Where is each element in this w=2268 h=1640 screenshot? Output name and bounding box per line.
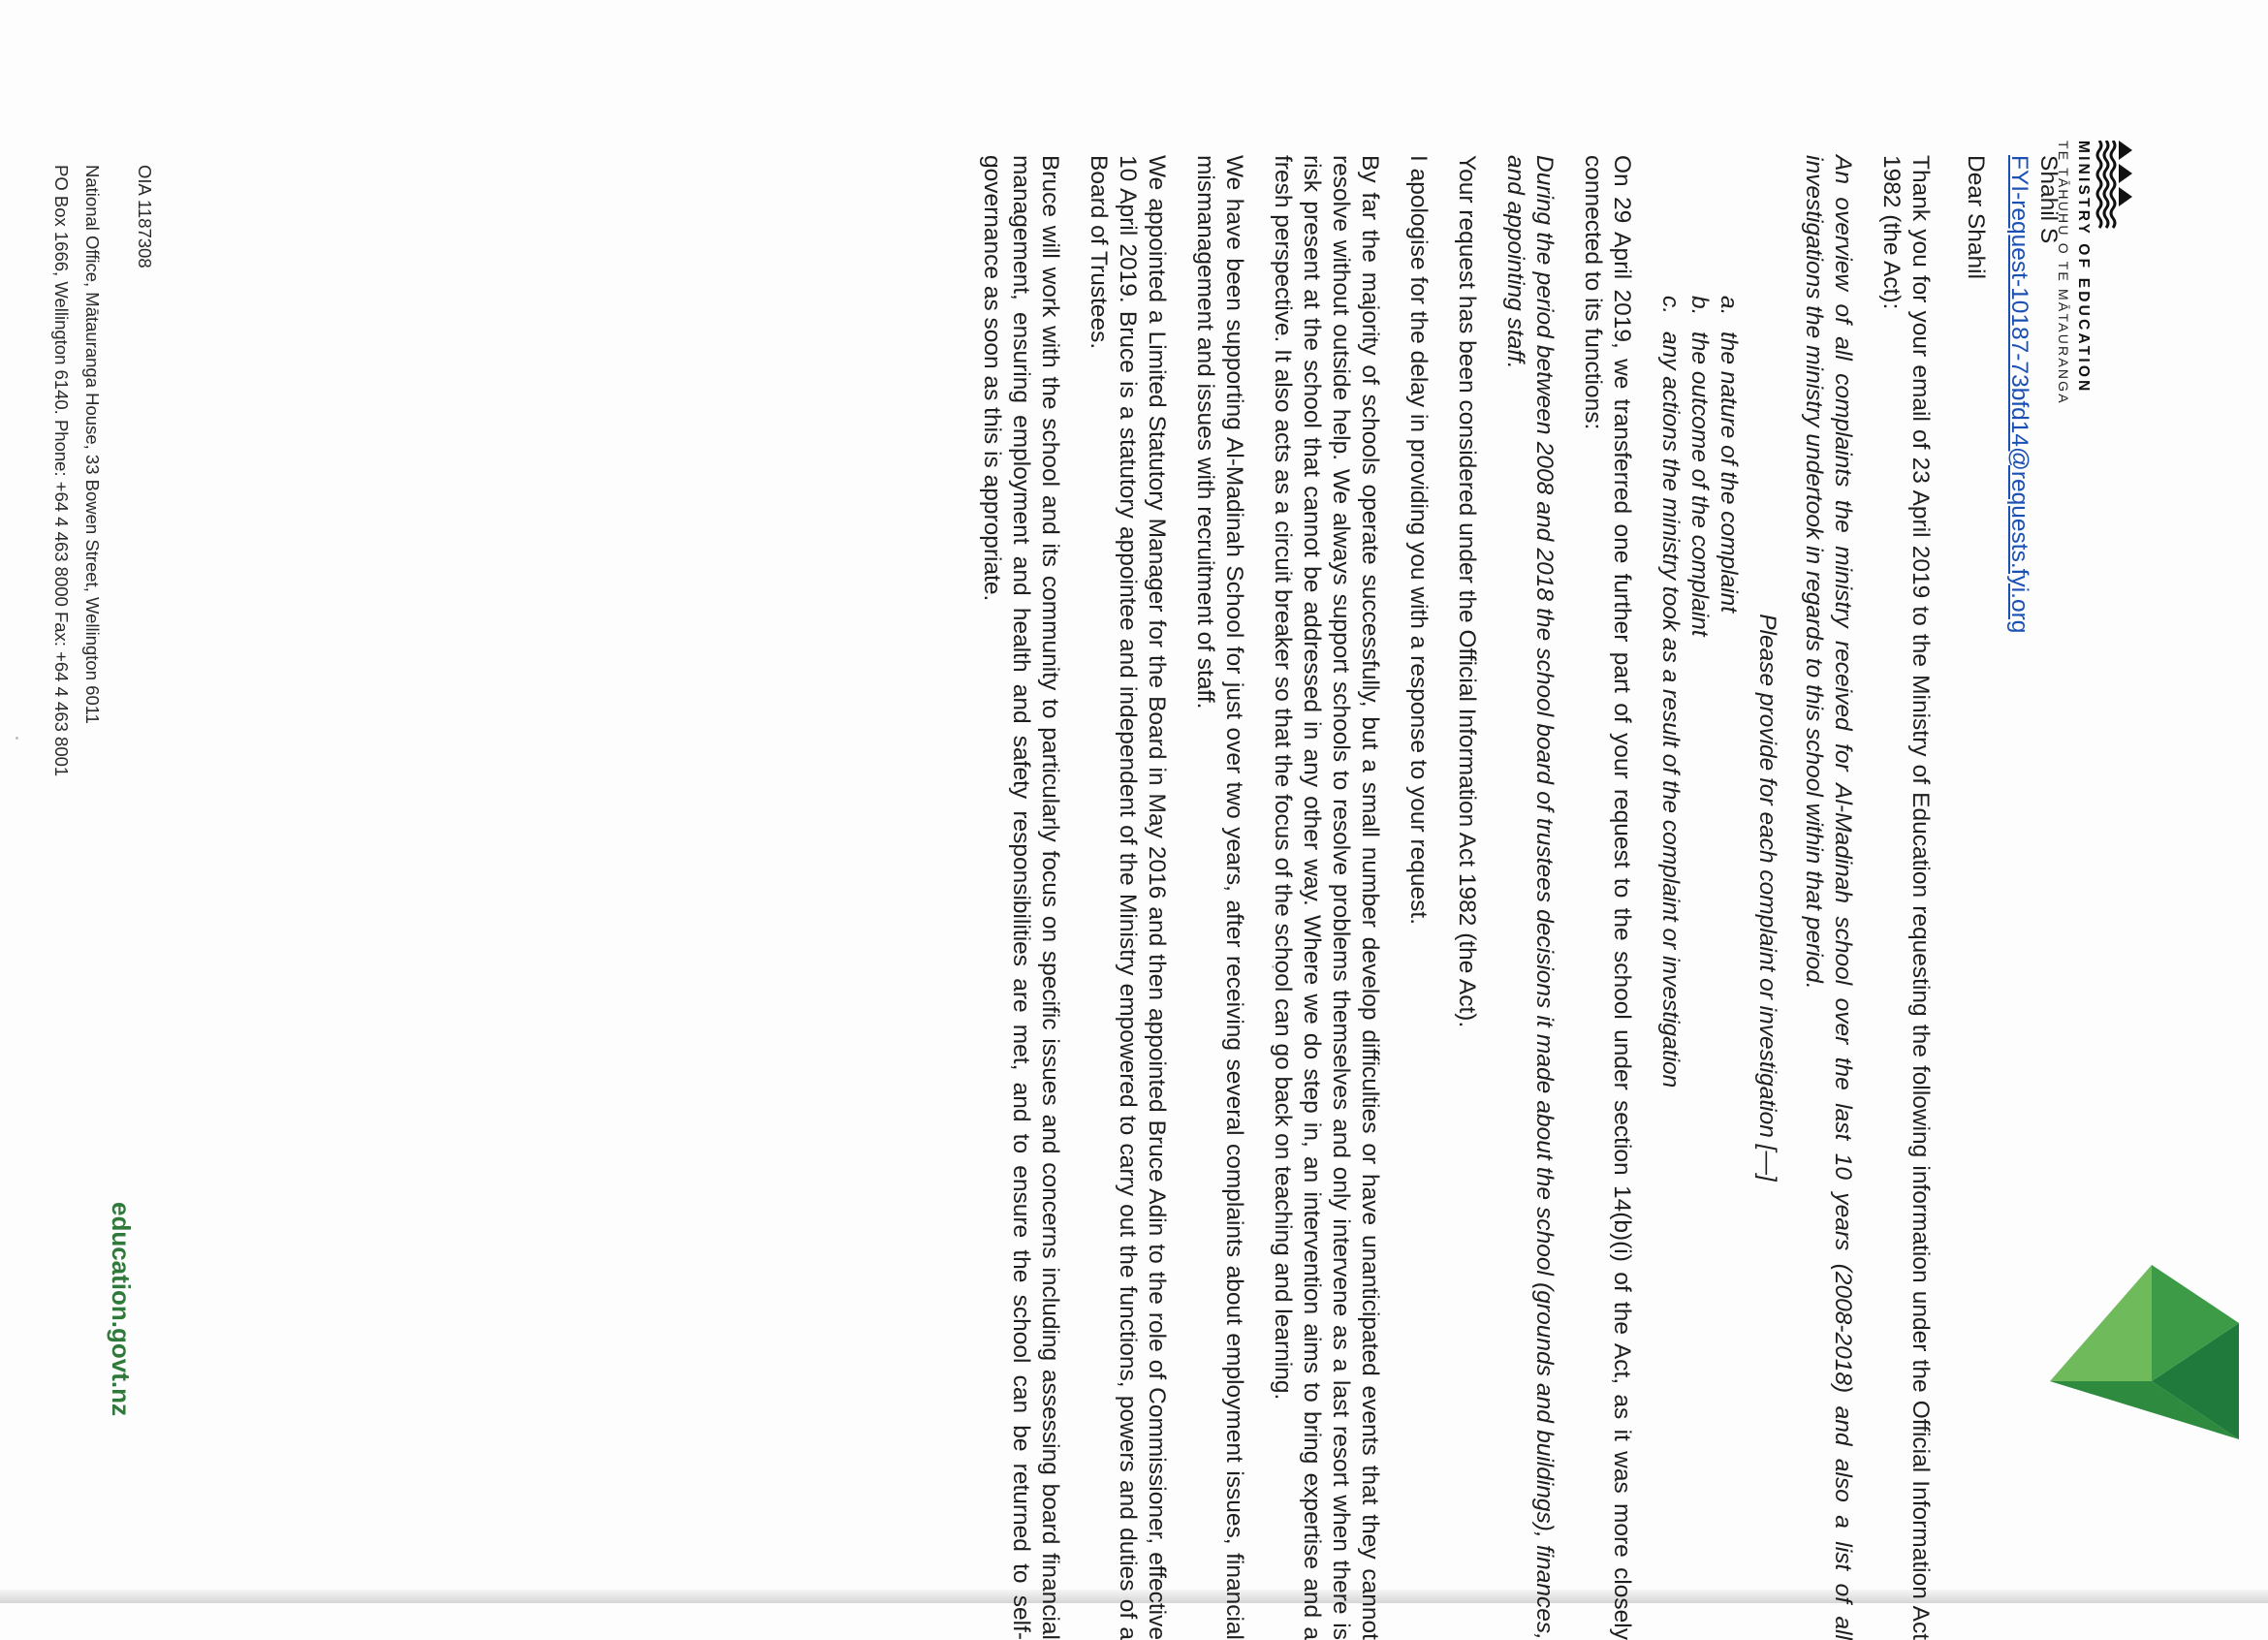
appointed-paragraph: We appointed a Limited Statutory Manager for the Board in May 2016 and then appointed Bruce Adin to the role of Commissioner, effective 10 April 2019. Bruce is a statutory appointee and independent of the Ministry empowered to carry out the functions, powers and duties of a Board of Trustees. bbox=[1086, 155, 1170, 1640]
request-prompt: Please provide for each complaint or investigation [—] bbox=[1754, 614, 1780, 1182]
list-item bbox=[1714, 296, 1743, 1640]
considered-paragraph: Your request has been considered under the Official Information Act 1982 (the Act). bbox=[1454, 155, 1480, 1028]
triangle-brand-icon bbox=[2050, 1265, 2239, 1439]
request-list bbox=[1655, 155, 1743, 1640]
list-marker: c. bbox=[1657, 296, 1684, 315]
website-link[interactable]: education.govt.nz bbox=[107, 1202, 136, 1416]
transfer-quote: During the period between 2008 and 2018 the school board of trustees decisions it made about the school (grounds and buildings), finances, and appointing staff. bbox=[1502, 155, 1558, 1640]
bruce-paragraph: Bruce will work with the school and its community to particularly focus on specific issues and concerns including assessing board financial management, ensuring employment and health and safety responsibilities are met, and to ensure the school can be returned to self-governance as soon as this is appropriate. bbox=[979, 155, 1063, 1640]
request-quote: An overview of all complaints the ministry received for Al-Madinah school over the last 10 years (2008-2018) and also a list of all investigations the ministry undertook in regards to this school within that period. bbox=[1801, 155, 1856, 1640]
support-paragraph: We have been supporting Al-Madinah School for just over two years, after receiving several complaints about employment issues, financial mismanagement and issues with recruitment of staff. bbox=[1192, 155, 1247, 1640]
apology-paragraph: I apologise for the delay in providing you with a response to your request. bbox=[1405, 155, 1432, 926]
logo-title: MINISTRY OF EDUCATION bbox=[2075, 141, 2092, 394]
intro-paragraph: Thank you for your email of 23 April 2019 to the Ministry of Education requesting the following information under the Official Information Act 1982 (the Act): bbox=[1878, 155, 1934, 1640]
schools-paragraph: By far the majority of schools operate successfully, but a small number develop difficulties or have unanticipated events that they cannot resolve without outside help. We always support schools to resolve problems themselves and only intervene as a last resort when there is risk present at the school that cannot be addressed in any other way. Where we do step in, an intervention aims to bring expertise and a fresh perspective. It also acts as a circuit breaker so that the focus of the school can go back on teaching and learning. bbox=[1270, 155, 1383, 1640]
list-marker: b. bbox=[1686, 296, 1713, 316]
recipient-email-link[interactable]: FYI-request-10187-73bfd14@requests.fyi.org bbox=[2006, 155, 2032, 634]
footer-reference: OIA 1187308 bbox=[135, 165, 155, 268]
list-item-text: the outcome of the complaint bbox=[1686, 331, 1713, 637]
mountains-logo-icon bbox=[2094, 141, 2132, 230]
list-marker: a. bbox=[1716, 296, 1742, 316]
letter-body bbox=[977, 155, 2063, 1640]
salutation: Dear Shahil bbox=[1963, 155, 1989, 280]
footer-office-address: National Office, Mātauranga House, 33 Bowen Street, Wellington 6011 bbox=[82, 165, 103, 724]
list-item-text: the nature of the complaint bbox=[1716, 331, 1742, 614]
transfer-paragraph: On 29 April 2019, we transferred one further part of your request to the school under section 14(b)(i) of the Act, as it was more closely connected to its functions: bbox=[1580, 155, 1635, 1640]
footer-contact: PO Box 1666, Wellington 6140. Phone: +64 4 463 8000 Fax: +64 4 463 8001 bbox=[51, 165, 72, 777]
list-item bbox=[1685, 296, 1714, 1640]
footer bbox=[46, 165, 160, 1502]
recipient-name: Shahil S bbox=[2035, 155, 2062, 244]
logo-subtitle: TE TĀHUHU O TE MĀTAURANGA bbox=[2056, 141, 2071, 405]
list-item-text: any actions the ministry took as a result of the complaint or investigation bbox=[1657, 331, 1684, 1088]
recipient-block bbox=[2004, 155, 2063, 1640]
list-item bbox=[1655, 296, 1685, 1640]
